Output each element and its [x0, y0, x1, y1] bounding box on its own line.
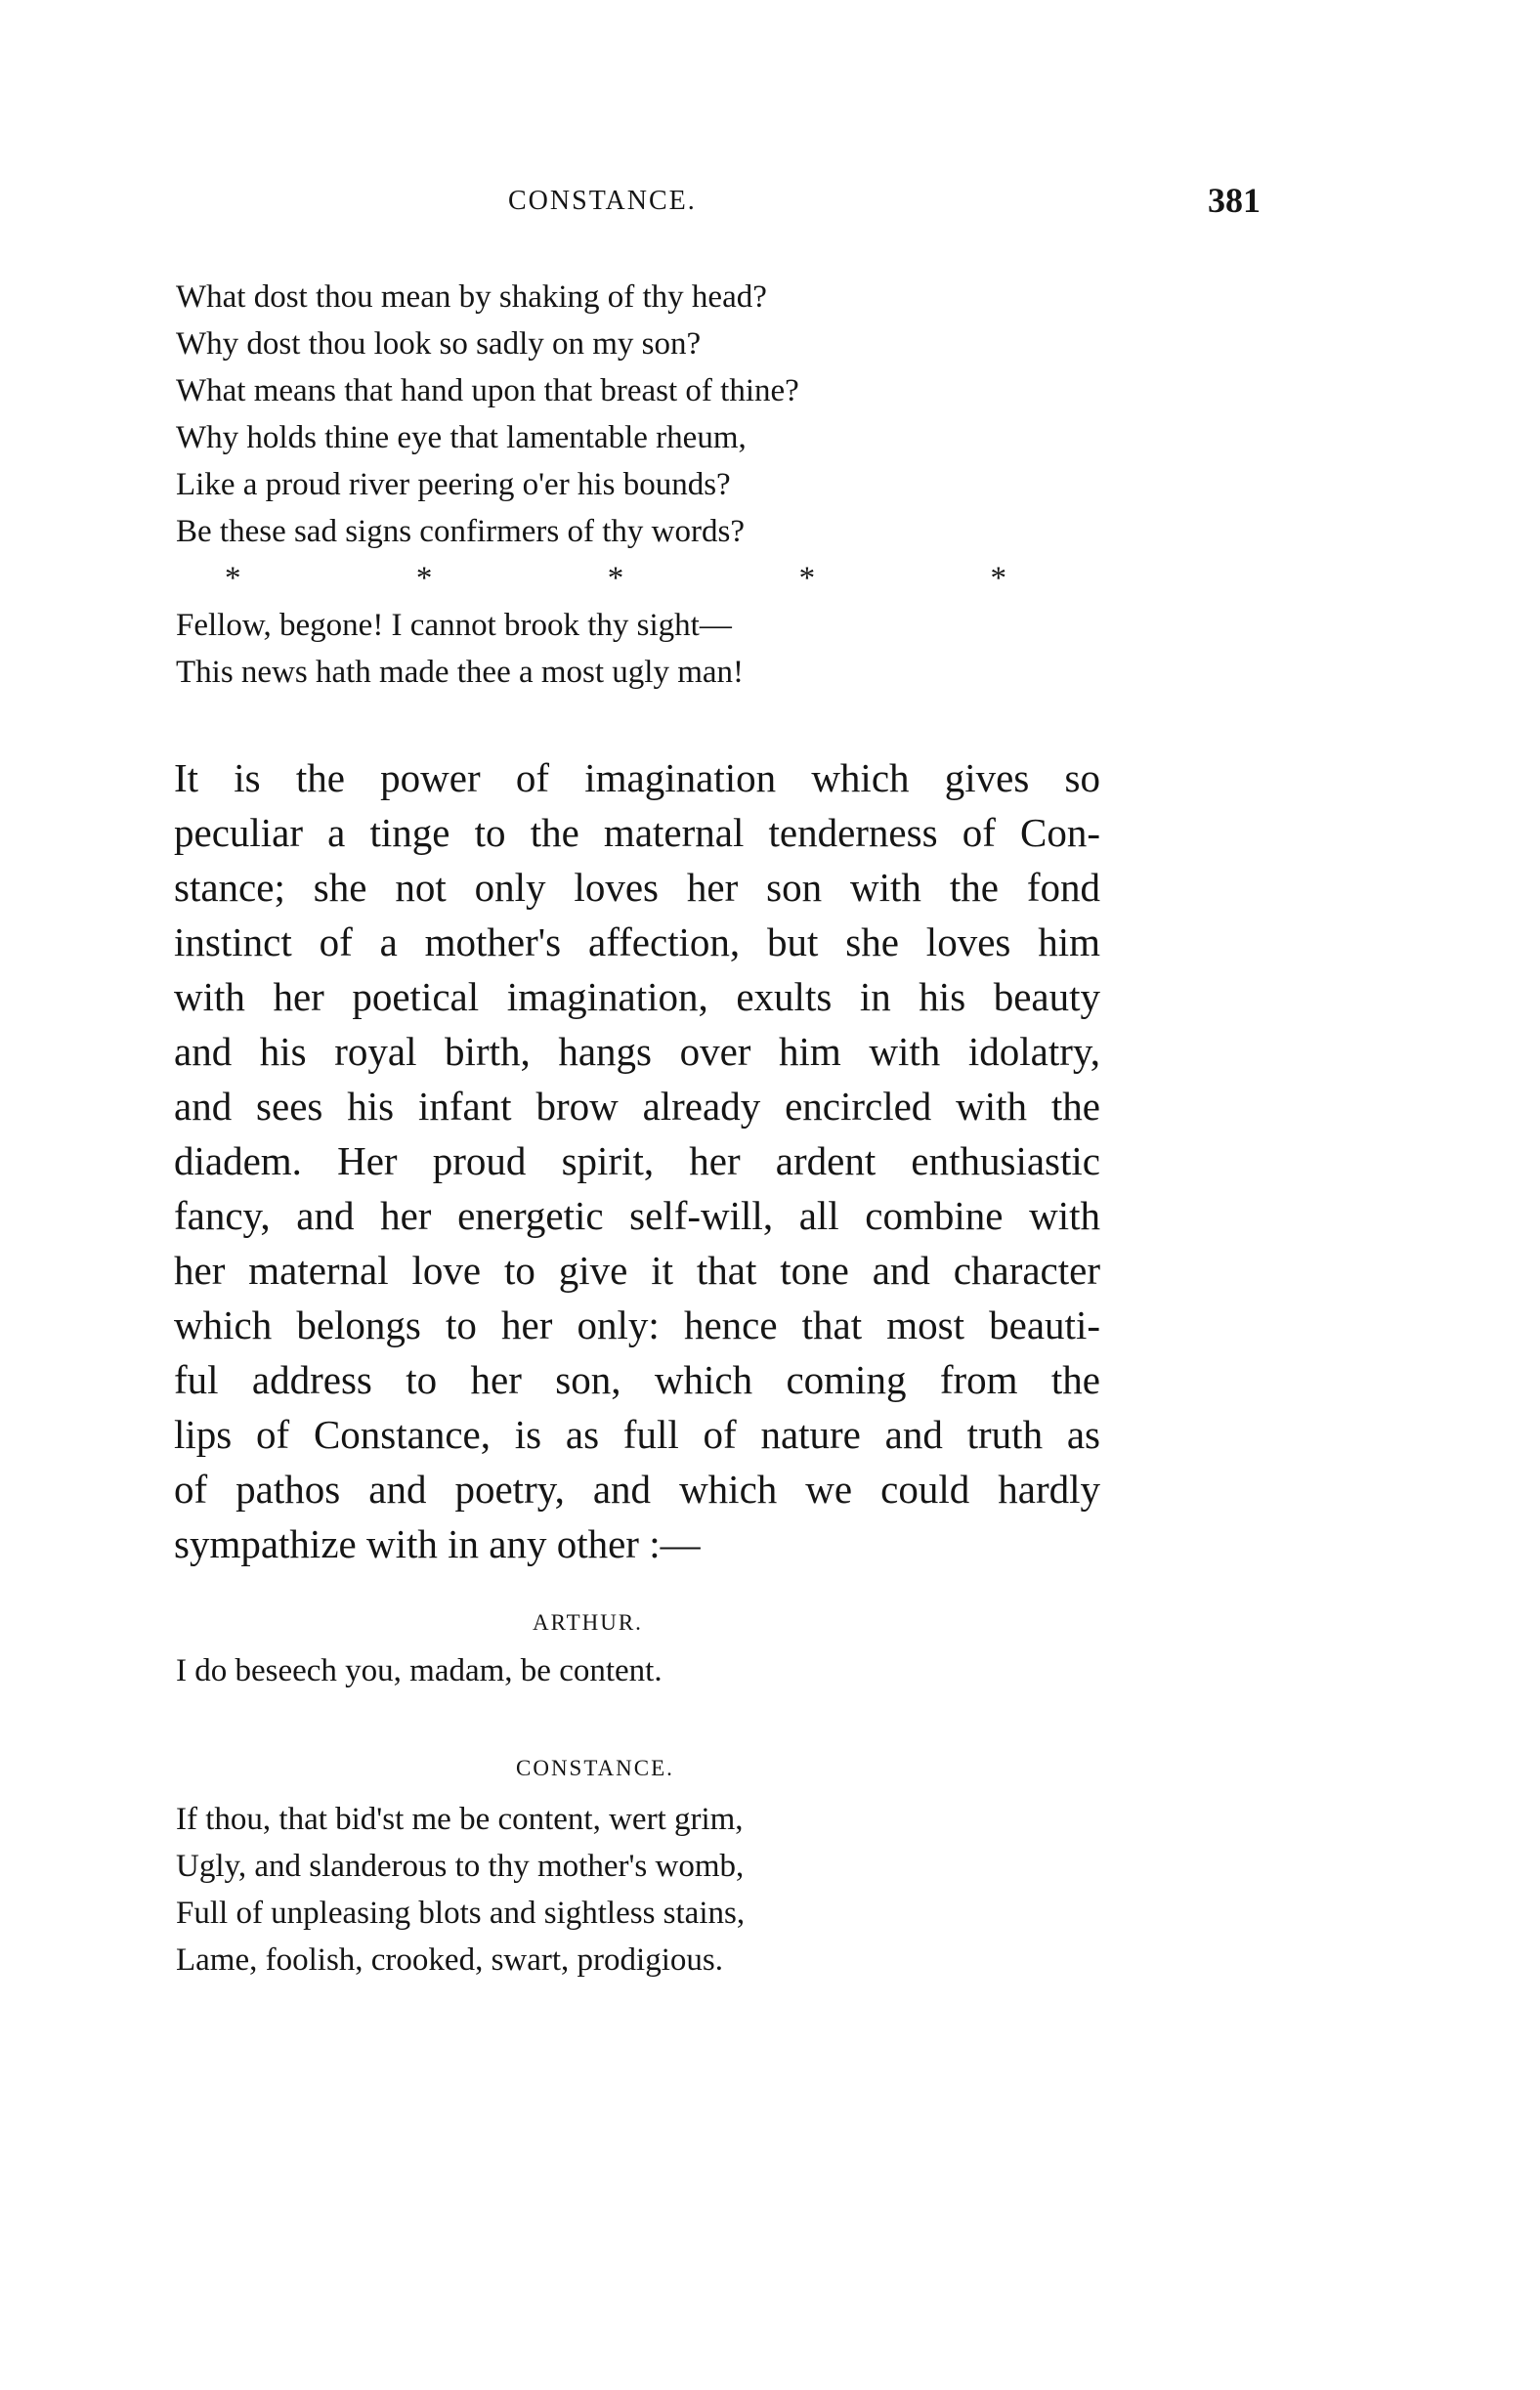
prose-line: of pathos and poetry, and which we could hardly	[174, 1467, 1100, 1512]
prose-line: ful address to her son, which coming from the	[174, 1357, 1100, 1402]
verse-line: What means that hand upon that breast of thine?	[176, 373, 799, 408]
verse-line: I do beseech you, madam, be content.	[176, 1653, 663, 1688]
prose-line: It is the power of imagination which gives so	[174, 755, 1100, 800]
arthur-speech	[176, 1647, 663, 1694]
asterisk: *	[225, 561, 241, 596]
verse-line: Ugly, and slanderous to thy mother's womb,	[176, 1849, 745, 1884]
constance-speech	[176, 1796, 745, 1984]
prose-line: which belongs to her only: hence that most beauti-	[174, 1302, 1100, 1347]
prose-line: her maternal love to give it that tone and character	[174, 1248, 1100, 1293]
prose-paragraph	[174, 750, 1100, 1571]
prose-line: sympathize with in any other :—	[174, 1521, 701, 1566]
asterisk: *	[415, 561, 433, 596]
verse-line: Why dost thou look so sadly on my son?	[176, 326, 702, 362]
prose-line: diadem. Her proud spirit, her ardent enthusiastic	[174, 1138, 1100, 1183]
prose-line: with her poetical imagination, exults in his beauty	[174, 974, 1100, 1019]
prose-line: fancy, and her energetic self-will, all combine with	[174, 1193, 1100, 1238]
verse-line: Fellow, begone! I cannot brook thy sight—	[176, 608, 732, 643]
asterisk: *	[798, 561, 816, 596]
verse-line: Like a proud river peering o'er his bounds?	[176, 467, 731, 502]
prose-line: stance; she not only loves her son with the fond	[174, 865, 1100, 910]
verse-line: If thou, that bid'st me be content, wert grim,	[176, 1802, 744, 1837]
asterisk: *	[607, 561, 624, 596]
asterisk: *	[990, 561, 1006, 596]
page-number: 381	[1208, 181, 1261, 220]
running-head: CONSTANCE.	[508, 186, 697, 216]
verse-line: This news hath made thee a most ugly man!	[176, 655, 745, 690]
asterisk-break	[225, 555, 1006, 602]
prose-line: and sees his infant brow already encircled with the	[174, 1084, 1100, 1129]
prose-line: and his royal birth, hangs over him with idolatry,	[174, 1029, 1100, 1074]
prose-line: lips of Constance, is as full of nature and truth as	[174, 1412, 1100, 1457]
verse-line: What dost thou mean by shaking of thy head?	[176, 279, 767, 315]
prose-line: peculiar a tinge to the maternal tenderness of Con-	[174, 810, 1100, 855]
verse-line: Lame, foolish, crooked, swart, prodigious.	[176, 1942, 723, 1978]
prose-line: instinct of a mother's affection, but she loves him	[174, 919, 1100, 964]
speaker-name-constance: CONSTANCE.	[516, 1756, 674, 1780]
verse-quotation	[176, 274, 1006, 696]
speaker-name-arthur: ARTHUR.	[533, 1610, 643, 1635]
verse-line: Full of unpleasing blots and sightless stains,	[176, 1896, 746, 1931]
verse-line: Be these sad signs confirmers of thy words?	[176, 514, 745, 549]
verse-line: Why holds thine eye that lamentable rheum,	[176, 420, 747, 455]
